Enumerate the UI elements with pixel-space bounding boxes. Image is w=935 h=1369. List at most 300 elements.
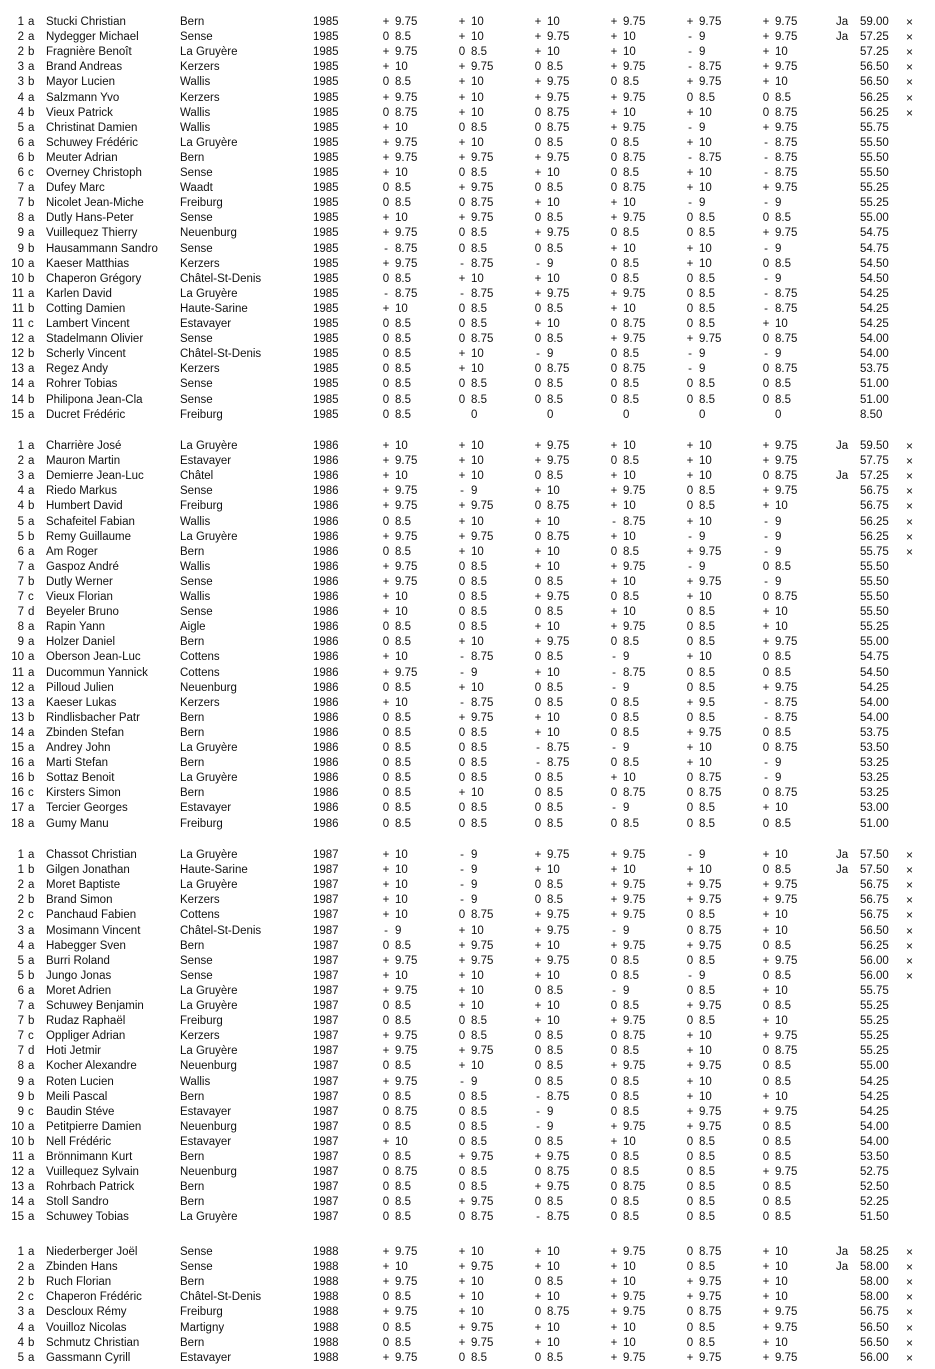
mark-score-cell: 9.75 [699, 1291, 722, 1304]
mark-sign-cell: + [686, 470, 694, 483]
mark-score-cell: 10 [623, 606, 636, 619]
mark-sign-cell: + [686, 1030, 694, 1043]
year-cell: 1985 [313, 182, 339, 195]
mark-score-cell: 8.5 [699, 1211, 715, 1224]
mark-sign-cell: 0 [686, 500, 694, 513]
mark-sign-cell: + [458, 1246, 466, 1258]
rank-suffix-cell: a [28, 61, 35, 74]
name-cell: Hausammann Sandro [46, 242, 158, 255]
mark-sign-cell: + [534, 1151, 542, 1163]
mark-sign-cell: + [382, 121, 390, 134]
mark-score-cell: 10 [699, 1075, 712, 1088]
mark-score-cell: 10 [699, 864, 712, 877]
mark-sign-cell: 0 [458, 46, 466, 59]
mark-sign-cell: 0 [610, 257, 618, 270]
mark-sign-cell: + [686, 575, 694, 588]
rank-suffix-cell: a [28, 515, 35, 528]
mark-sign-cell: 0 [534, 1196, 542, 1209]
mark-sign-cell: 0 [610, 1166, 618, 1179]
total-cell: 55.25 [860, 621, 889, 634]
name-cell: Oppliger Adrian [46, 1030, 126, 1043]
mark-sign-cell: + [762, 681, 770, 694]
total-cell: 55.50 [860, 167, 889, 179]
mark-score-cell: 8.75 [775, 470, 798, 483]
mark-score-cell: 8.5 [547, 1075, 563, 1088]
mark-score-cell: 8.75 [623, 1030, 646, 1043]
rank-cell: 11 [12, 666, 24, 679]
club-cell: Bern [180, 1276, 205, 1289]
name-cell: Humbert David [46, 500, 123, 513]
total-cell: 8.50 [860, 408, 883, 421]
mark-sign-cell: - [384, 242, 388, 255]
rank-suffix-cell: a [28, 227, 35, 240]
mark-sign-cell: - [612, 742, 616, 754]
mark-sign-cell: - [460, 864, 464, 877]
club-cell: Bern [180, 939, 205, 952]
table-row [0, 1165, 935, 1180]
rank-cell: 2 [17, 1291, 24, 1304]
mark-sign-cell: + [762, 76, 770, 89]
mark-score-cell: 8.5 [623, 348, 639, 361]
mark-sign-cell: 0 [534, 1075, 542, 1088]
mark-sign-cell: 0 [610, 636, 618, 649]
year-cell: 1986 [313, 742, 339, 754]
year-cell: 1987 [313, 1166, 339, 1179]
mark-sign-cell: 0 [610, 151, 618, 164]
mark-score-cell: 8.5 [775, 939, 791, 952]
mark-sign-cell: 0 [534, 470, 542, 483]
mark-sign-cell: 0 [458, 817, 466, 830]
ja-cell: Ja [836, 31, 849, 44]
mark-score-cell: 8.5 [395, 711, 411, 724]
mark-sign-cell: + [762, 924, 770, 937]
mark-score-cell: 9.75 [623, 894, 646, 907]
total-cell: 56.75 [860, 909, 889, 922]
mark-score-cell: 10 [623, 470, 636, 483]
mark-sign-cell: - [764, 242, 768, 255]
mark-score-cell: 9 [775, 348, 782, 361]
mark-sign-cell: + [762, 318, 770, 330]
mark-score-cell: 8.5 [699, 1015, 715, 1028]
mark-sign-cell: + [610, 287, 618, 300]
mark-sign-cell: 0 [382, 31, 390, 44]
mark-sign-cell: 0 [382, 802, 390, 815]
year-cell: 1986 [313, 470, 339, 483]
total-cell: 54.25 [860, 287, 889, 300]
mark-sign-cell: + [458, 76, 466, 89]
qualified-mark: × [906, 45, 914, 60]
year-cell: 1987 [313, 1120, 339, 1133]
mark-score-cell: 8.5 [471, 1351, 487, 1364]
rank-cell: 14 [11, 378, 24, 391]
mark-sign-cell: 0 [382, 1211, 390, 1224]
mark-sign-cell: 0 [686, 1015, 694, 1028]
mark-score-cell: 8.5 [547, 1030, 563, 1043]
mark-score-cell: 8.5 [395, 272, 411, 285]
club-cell: Freiburg [180, 500, 223, 513]
mark-score-cell: 10 [623, 1321, 636, 1334]
total-cell: 55.25 [860, 1000, 889, 1012]
total-cell: 57.50 [860, 864, 889, 877]
mark-score-cell: 10 [775, 1276, 788, 1289]
mark-sign-cell: + [762, 1030, 770, 1043]
mark-sign-cell: 0 [458, 333, 466, 346]
mark-sign-cell: 0 [762, 1000, 770, 1012]
mark-sign-cell: 0 [534, 363, 542, 376]
mark-sign-cell: 0 [610, 378, 618, 391]
mark-sign-cell: - [764, 302, 768, 315]
total-cell: 55.25 [860, 197, 889, 210]
total-cell: 56.25 [860, 939, 889, 952]
club-cell: Kerzers [180, 1030, 220, 1043]
mark-score-cell: 10 [471, 76, 484, 89]
rank-suffix-cell: a [28, 1351, 35, 1364]
mark-sign-cell: 0 [534, 802, 542, 815]
year-cell: 1987 [313, 864, 339, 877]
total-cell: 56.75 [860, 894, 889, 907]
mark-sign-cell: + [534, 1181, 542, 1194]
mark-sign-cell: + [610, 302, 618, 315]
rank-suffix-cell: b [28, 711, 35, 724]
club-cell: Aigle [180, 621, 206, 634]
mark-sign-cell: 0 [610, 969, 618, 982]
mark-sign-cell: + [762, 1246, 770, 1258]
mark-score-cell: 8.5 [395, 545, 411, 558]
mark-sign-cell: + [610, 879, 618, 892]
rank-suffix-cell: a [28, 333, 35, 346]
mark-sign-cell: + [534, 1246, 542, 1258]
mark-score-cell: 8.75 [547, 530, 570, 543]
table-row [0, 317, 935, 332]
club-cell: Neuenburg [180, 1166, 237, 1179]
club-cell: Wallis [180, 560, 211, 573]
total-cell: 54.25 [860, 318, 889, 330]
mark-score-cell: 9 [699, 560, 706, 573]
mark-score-cell: 9.75 [547, 954, 570, 967]
mark-score-cell: 8.5 [775, 651, 791, 664]
mark-score-cell: 8.75 [623, 182, 646, 195]
mark-score-cell: 9.75 [775, 1306, 798, 1319]
rank-suffix-cell: b [28, 106, 35, 119]
total-cell: 54.75 [860, 651, 889, 664]
rank-cell: 1 [17, 1246, 24, 1258]
qualified-mark: × [906, 923, 914, 938]
mark-sign-cell: 0 [610, 817, 618, 830]
mark-score-cell: 10 [699, 136, 712, 149]
rank-suffix-cell: a [28, 212, 35, 225]
mark-sign-cell: - [688, 849, 692, 861]
mark-sign-cell: + [762, 227, 770, 240]
mark-score-cell: 10 [395, 651, 408, 664]
mark-score-cell: 8.75 [547, 1166, 570, 1179]
year-cell: 1985 [313, 287, 339, 300]
mark-sign-cell: + [686, 257, 694, 270]
rank-suffix-cell: b [28, 772, 35, 785]
total-cell: 56.75 [860, 485, 889, 498]
mark-sign-cell: 0 [686, 1246, 694, 1258]
mark-score-cell: 8.5 [471, 302, 487, 315]
total-cell: 55.25 [860, 1045, 889, 1058]
mark-sign-cell: 0 [610, 272, 618, 285]
mark-score-cell: 10 [623, 1276, 636, 1289]
name-cell: Hoti Jetmir [46, 1045, 101, 1058]
mark-score-cell: 10 [775, 849, 788, 861]
total-cell: 54.00 [860, 333, 889, 346]
year-cell: 1986 [313, 545, 339, 558]
total-cell: 58.00 [860, 1291, 889, 1304]
mark-sign-cell: 0 [762, 1196, 770, 1209]
mark-sign-cell: + [610, 1276, 618, 1289]
year-cell: 1986 [313, 711, 339, 724]
mark-sign-cell: + [686, 1291, 694, 1304]
rank-suffix-cell: b [28, 1015, 35, 1028]
rank-cell: 16 [11, 772, 24, 785]
mark-sign-cell: - [764, 530, 768, 543]
mark-sign-cell: 0 [610, 182, 618, 195]
mark-score-cell: 9.75 [395, 1045, 418, 1058]
mark-sign-cell: + [458, 1276, 466, 1289]
mark-sign-cell: 0 [382, 817, 390, 830]
club-cell: Bern [180, 726, 205, 739]
rank-cell: 6 [17, 167, 24, 179]
mark-score-cell: 9 [471, 849, 478, 861]
qualified-mark: × [906, 1245, 914, 1259]
mark-score-cell: 8.5 [775, 1196, 791, 1209]
mark-sign-cell: + [534, 909, 542, 922]
mark-score-cell: 9.75 [623, 560, 646, 573]
qualified-mark: × [906, 1335, 914, 1350]
mark-sign-cell: + [762, 909, 770, 922]
mark-sign-cell: + [534, 91, 542, 104]
mark-score-cell: 9.75 [547, 151, 570, 164]
mark-score-cell: 10 [471, 787, 484, 800]
table-row [0, 908, 935, 923]
mark-score-cell: 9.75 [623, 1120, 646, 1133]
mark-sign-cell: 0 [382, 106, 390, 119]
mark-sign-cell: 0 [762, 378, 770, 391]
total-cell: 54.25 [860, 1090, 889, 1103]
rank-suffix-cell: b [28, 1276, 35, 1289]
table-row [0, 408, 935, 423]
mark-sign-cell: 0 [458, 1135, 466, 1148]
mark-sign-cell: + [382, 894, 390, 907]
mark-score-cell: 9 [699, 530, 706, 543]
mark-sign-cell: 0 [610, 1030, 618, 1043]
mark-sign-cell: - [612, 681, 616, 694]
rank-cell: 2 [17, 894, 24, 907]
mark-score-cell: 8.75 [547, 742, 570, 754]
mark-sign-cell: + [610, 560, 618, 573]
rank-suffix-cell: a [28, 651, 35, 664]
club-cell: Wallis [180, 1075, 211, 1088]
total-cell: 55.25 [860, 182, 889, 195]
year-cell: 1988 [313, 1336, 339, 1349]
mark-sign-cell: 0 [534, 1276, 542, 1289]
rank-suffix-cell: a [28, 1211, 35, 1224]
mark-sign-cell: + [534, 621, 542, 634]
mark-score-cell: 8.5 [471, 242, 487, 255]
mark-score-cell: 8.5 [471, 46, 487, 59]
mark-score-cell: 9.75 [623, 1351, 646, 1364]
mark-sign-cell: + [534, 849, 542, 861]
mark-sign-cell: 0 [686, 1135, 694, 1148]
mark-sign-cell: + [534, 440, 542, 452]
table-row [0, 242, 935, 257]
table-row [0, 1305, 935, 1320]
table-row [0, 91, 935, 106]
qualified-mark: × [906, 893, 914, 908]
mark-score-cell: 0 [471, 408, 478, 421]
mark-score-cell: 8.5 [699, 1151, 715, 1163]
mark-sign-cell: - [764, 167, 768, 179]
qualified-mark: × [906, 848, 914, 862]
mark-score-cell: 9.75 [623, 121, 646, 134]
mark-score-cell: 10 [623, 575, 636, 588]
mark-score-cell: 8.5 [775, 1181, 791, 1194]
mark-sign-cell: 0 [458, 575, 466, 588]
mark-sign-cell: + [534, 31, 542, 44]
rank-cell: 2 [17, 909, 24, 922]
mark-sign-cell: - [460, 485, 464, 498]
mark-sign-cell: 0 [458, 393, 466, 406]
rank-suffix-cell: a [28, 924, 35, 937]
rank-cell: 10 [11, 1135, 24, 1148]
mark-sign-cell: + [610, 46, 618, 59]
mark-sign-cell: + [762, 440, 770, 452]
name-cell: Schuwey Frédéric [46, 136, 139, 149]
mark-score-cell: 8.5 [395, 76, 411, 89]
club-cell: Neuenburg [180, 1120, 237, 1133]
mark-sign-cell: + [458, 1151, 466, 1163]
table-row [0, 15, 935, 30]
mark-sign-cell: + [382, 984, 390, 997]
name-cell: Andrey John [46, 742, 111, 754]
mark-score-cell: 8.5 [471, 742, 487, 754]
mark-score-cell: 10 [395, 909, 408, 922]
mark-score-cell: 0 [775, 408, 782, 421]
mark-score-cell: 9.75 [699, 545, 722, 558]
total-cell: 53.75 [860, 363, 889, 376]
mark-score-cell: 9.75 [395, 455, 418, 468]
mark-sign-cell: 0 [458, 121, 466, 134]
name-cell: Beyeler Bruno [46, 606, 119, 619]
mark-score-cell: 9.75 [775, 16, 798, 28]
mark-sign-cell: + [458, 106, 466, 119]
mark-score-cell: 8.75 [699, 772, 722, 785]
mark-score-cell: 10 [775, 76, 788, 89]
mark-sign-cell: + [762, 455, 770, 468]
year-cell: 1985 [313, 151, 339, 164]
year-cell: 1987 [313, 1015, 339, 1028]
mark-score-cell: 8.5 [775, 560, 791, 573]
mark-score-cell: 8.5 [547, 61, 563, 74]
mark-score-cell: 10 [699, 440, 712, 452]
club-cell: Freiburg [180, 197, 223, 210]
mark-score-cell: 8.75 [395, 1166, 418, 1179]
table-row [0, 1044, 935, 1059]
mark-sign-cell: 0 [534, 681, 542, 694]
rank-cell: 9 [17, 242, 24, 255]
year-cell: 1986 [313, 696, 339, 709]
mark-sign-cell: - [764, 151, 768, 164]
total-cell: 54.25 [860, 1105, 889, 1118]
mark-score-cell: 9 [699, 969, 706, 982]
year-cell: 1987 [313, 1181, 339, 1194]
total-cell: 54.00 [860, 696, 889, 709]
mark-score-cell: 8.75 [623, 515, 646, 528]
mark-sign-cell: + [686, 1105, 694, 1118]
rank-cell: 3 [17, 76, 24, 89]
mark-score-cell: 8.75 [623, 318, 646, 330]
total-cell: 55.50 [860, 136, 889, 149]
mark-sign-cell: + [762, 1291, 770, 1304]
mark-score-cell: 8.5 [471, 1181, 487, 1194]
qualified-mark: × [906, 1320, 914, 1335]
mark-sign-cell: + [458, 440, 466, 452]
mark-sign-cell: - [688, 151, 692, 164]
mark-sign-cell: + [762, 1090, 770, 1103]
mark-score-cell: 8.75 [699, 151, 722, 164]
name-cell: Scherly Vincent [46, 348, 126, 361]
mark-sign-cell: 0 [762, 1120, 770, 1133]
name-cell: Zbinden Hans [46, 1261, 118, 1274]
mark-sign-cell: 0 [762, 969, 770, 982]
mark-sign-cell: 0 [534, 606, 542, 619]
mark-sign-cell: - [536, 742, 540, 754]
total-cell: 55.50 [860, 591, 889, 603]
mark-sign-cell: 0 [382, 681, 390, 694]
total-cell: 53.75 [860, 726, 889, 739]
mark-sign-cell: + [610, 1246, 618, 1258]
mark-sign-cell: 0 [382, 939, 390, 952]
year-cell: 1988 [313, 1276, 339, 1289]
total-cell: 56.50 [860, 76, 889, 89]
mark-sign-cell: 0 [686, 1211, 694, 1224]
mark-sign-cell: 0 [686, 984, 694, 997]
mark-sign-cell: 0 [382, 363, 390, 376]
mark-score-cell: 8.75 [775, 696, 798, 709]
rank-suffix-cell: d [28, 1045, 35, 1058]
mark-score-cell: 9.75 [395, 984, 418, 997]
mark-score-cell: 10 [623, 31, 636, 44]
mark-score-cell: 8.75 [471, 696, 494, 709]
mark-sign-cell: - [460, 696, 464, 709]
mark-sign-cell: - [460, 849, 464, 861]
name-cell: Brönnimann Kurt [46, 1151, 133, 1163]
mark-score-cell: 10 [395, 606, 408, 619]
mark-sign-cell: 0 [610, 318, 618, 330]
club-cell: Bern [180, 1181, 205, 1194]
year-cell: 1988 [313, 1246, 339, 1258]
year-cell: 1987 [313, 894, 339, 907]
mark-sign-cell: 0 [382, 182, 390, 195]
club-cell: Wallis [180, 591, 211, 603]
mark-score-cell: 9.75 [395, 16, 418, 28]
rank-suffix-cell: c [28, 787, 34, 800]
rank-cell: 14 [11, 1196, 24, 1209]
mark-score-cell: 10 [699, 167, 712, 179]
rank-cell: 14 [11, 393, 24, 406]
mark-sign-cell: + [382, 302, 390, 315]
mark-sign-cell: + [458, 1306, 466, 1319]
mark-score-cell: 8.5 [775, 726, 791, 739]
rank-suffix-cell: a [28, 1196, 35, 1209]
mark-score-cell: 8.75 [547, 1090, 570, 1103]
name-cell: Demierre Jean-Luc [46, 470, 144, 483]
mark-sign-cell: + [458, 924, 466, 937]
mark-score-cell: 8.5 [547, 212, 563, 225]
mark-score-cell: 8.5 [547, 651, 563, 664]
